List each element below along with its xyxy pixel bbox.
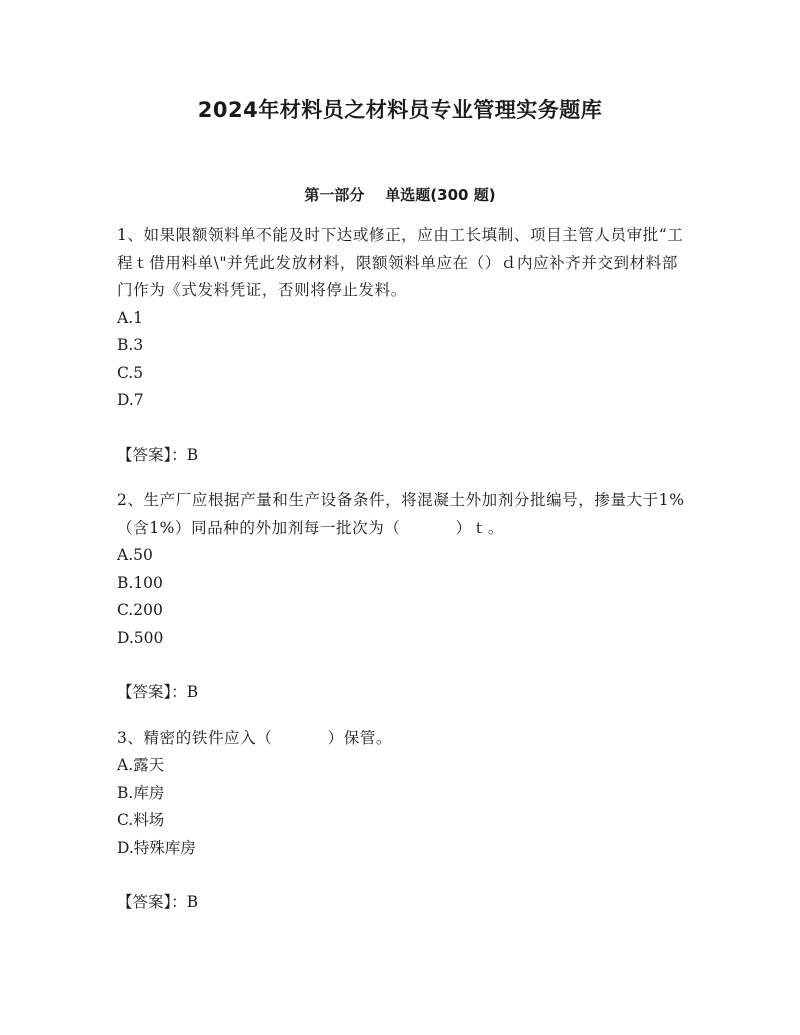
answer-text: 【答案】：B — [117, 445, 199, 464]
option-c: C.料场 — [117, 811, 165, 829]
question-stem: 1、如果限额领料单不能及时下达或修正，应由工长填制、项目主管人员审批“工程ｔ借用料单\"并凭此发放材料，限额领料单应在（）ｄ内应补齐并交到材料部门作为《式发料凭证，否则将停止发料。 — [117, 226, 684, 299]
answer-text: 【答案】：B — [117, 893, 199, 911]
question-stem: 2、生产厂应根据产量和生产设备条件，将混凝土外加剂分批编号，掺量大于1%（含1%）同品种的外加剂每一批次为（ ）ｔ。 — [117, 491, 685, 537]
question-list — [117, 222, 689, 917]
option-d: D.特殊库房 — [117, 838, 196, 857]
option-c: C.200 — [117, 601, 163, 619]
question-item — [117, 222, 689, 469]
option-d: D.500 — [117, 628, 164, 647]
option-a: A.50 — [117, 546, 153, 564]
question-stem: 3、精密的铁件应入（ ）保管。 — [117, 728, 393, 747]
section-title: 第一部分 单选题(300 题) — [304, 186, 496, 204]
option-b: B.100 — [117, 573, 163, 592]
answer-text: 【答案】：B — [117, 683, 199, 701]
document-title: 2024年材料员之材料员专业管理实务题库 — [197, 98, 603, 122]
option-a: A.1 — [117, 308, 143, 327]
option-c: C.5 — [117, 363, 144, 382]
question-item — [117, 725, 689, 917]
option-b: B.库房 — [117, 783, 165, 802]
option-b: B.3 — [117, 336, 144, 354]
option-a: A.露天 — [117, 756, 165, 774]
option-d: D.7 — [117, 391, 144, 409]
question-item — [117, 487, 689, 707]
